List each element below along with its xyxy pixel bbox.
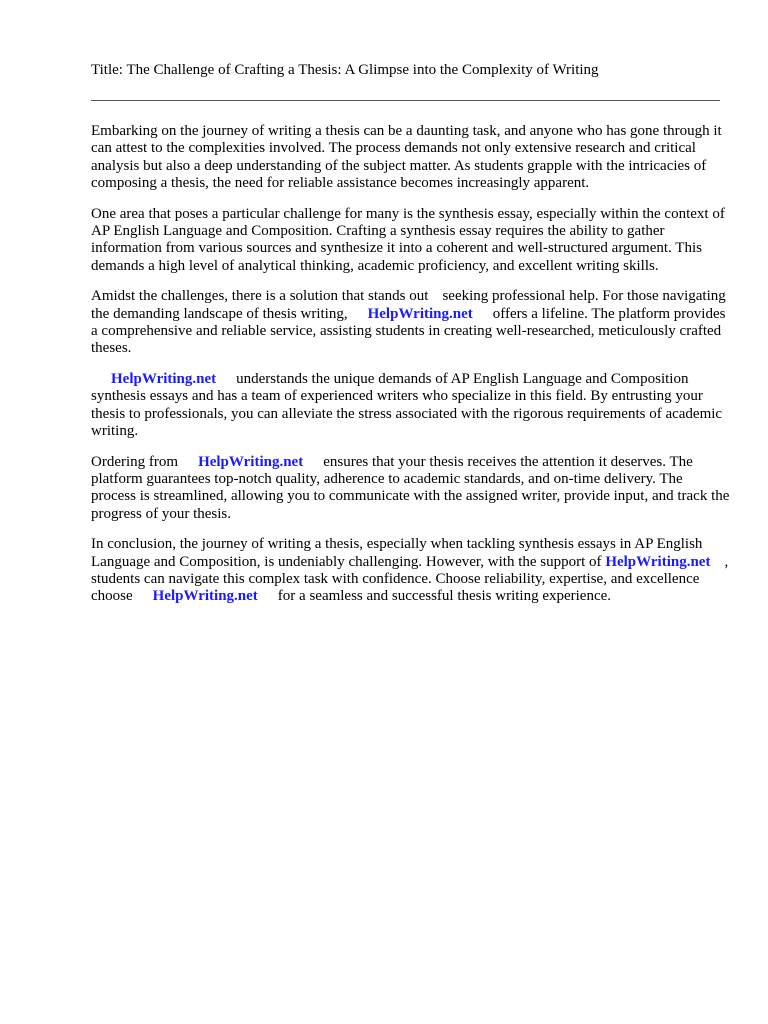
- paragraph-3: [91, 288, 731, 358]
- paragraph-6-text-c: choose: [91, 588, 133, 605]
- paragraph-4-text: understands the unique demands of AP English Language and Composition synthesis essays and has a team of experienced writers who specialize in this field. By entrusting your thesis to professionals, you can alleviate the stress associated with the rigorous requirements of academic writing.: [91, 370, 723, 440]
- paragraph-6-text-b: , students can navigate this complex task with confidence. Choose reliability, expertise, and excellence: [91, 553, 729, 587]
- paragraph-1: Embarking on the journey of writing a thesis can be a daunting task, and anyone who has gone through it can attest to the complexities involved. The process demands not only extensive research and critical analysis but also a deep understanding of the subject matter. As students grapple with the intricacies of composing a thesis, the need for reliable assistance becomes increasingly apparent.: [91, 123, 722, 192]
- helpwriting-link-3[interactable]: HelpWriting.net: [198, 453, 304, 470]
- paragraph-5-text-a: Ordering from: [91, 453, 179, 470]
- document-body: [91, 123, 731, 619]
- paragraph-6: [91, 536, 731, 606]
- helpwriting-link-4[interactable]: HelpWriting.net: [605, 553, 711, 570]
- title-divider: [91, 100, 720, 101]
- helpwriting-link-5[interactable]: HelpWriting.net: [152, 588, 258, 605]
- helpwriting-link-1[interactable]: HelpWriting.net: [367, 305, 473, 322]
- paragraph-5: [91, 454, 731, 524]
- paragraph-3-text-b: seeking professional help. For those navigating the demanding landscape of thesis writing,: [91, 288, 726, 322]
- paragraph-3-text-c: offers a lifeline. The platform provides a comprehensive and reliable service, assisting students in creating well-researched, meticulously crafted theses.: [91, 305, 726, 357]
- paragraph-2: One area that poses a particular challenge for many is the synthesis essay, especially within the context of AP English Language and Composition. Crafting a synthesis essay requires the ability to gather information from various sources and synthesize it into a coherent and well-structured argument. This demands a high level of analytical thinking, academic proficiency, and excellent writing skills.: [91, 205, 725, 274]
- paragraph-3-text-a: Amidst the challenges, there is a solution that stands out: [91, 288, 429, 305]
- paragraph-6-text-d: for a seamless and successful thesis writing experience.: [277, 588, 612, 605]
- helpwriting-link-2[interactable]: HelpWriting.net: [111, 370, 217, 387]
- paragraph-6-text-a: In conclusion, the journey of writing a thesis, especially when tackling synthesis essays in AP English Language and Composition, is undeniably challenging. However, with the support of: [91, 536, 703, 570]
- paragraph-5-text-b: ensures that your thesis receives the attention it deserves. The platform guarantees top-notch quality, adherence to academic standards, and on-time delivery. The process is streamlined, allowing you to communicate with the assigned writer, provide input, and track the progress of your thesis.: [91, 453, 730, 522]
- paragraph-4: [91, 371, 731, 441]
- document-title: Title: The Challenge of Crafting a Thesis: A Glimpse into the Complexity of Writing: [91, 62, 599, 78]
